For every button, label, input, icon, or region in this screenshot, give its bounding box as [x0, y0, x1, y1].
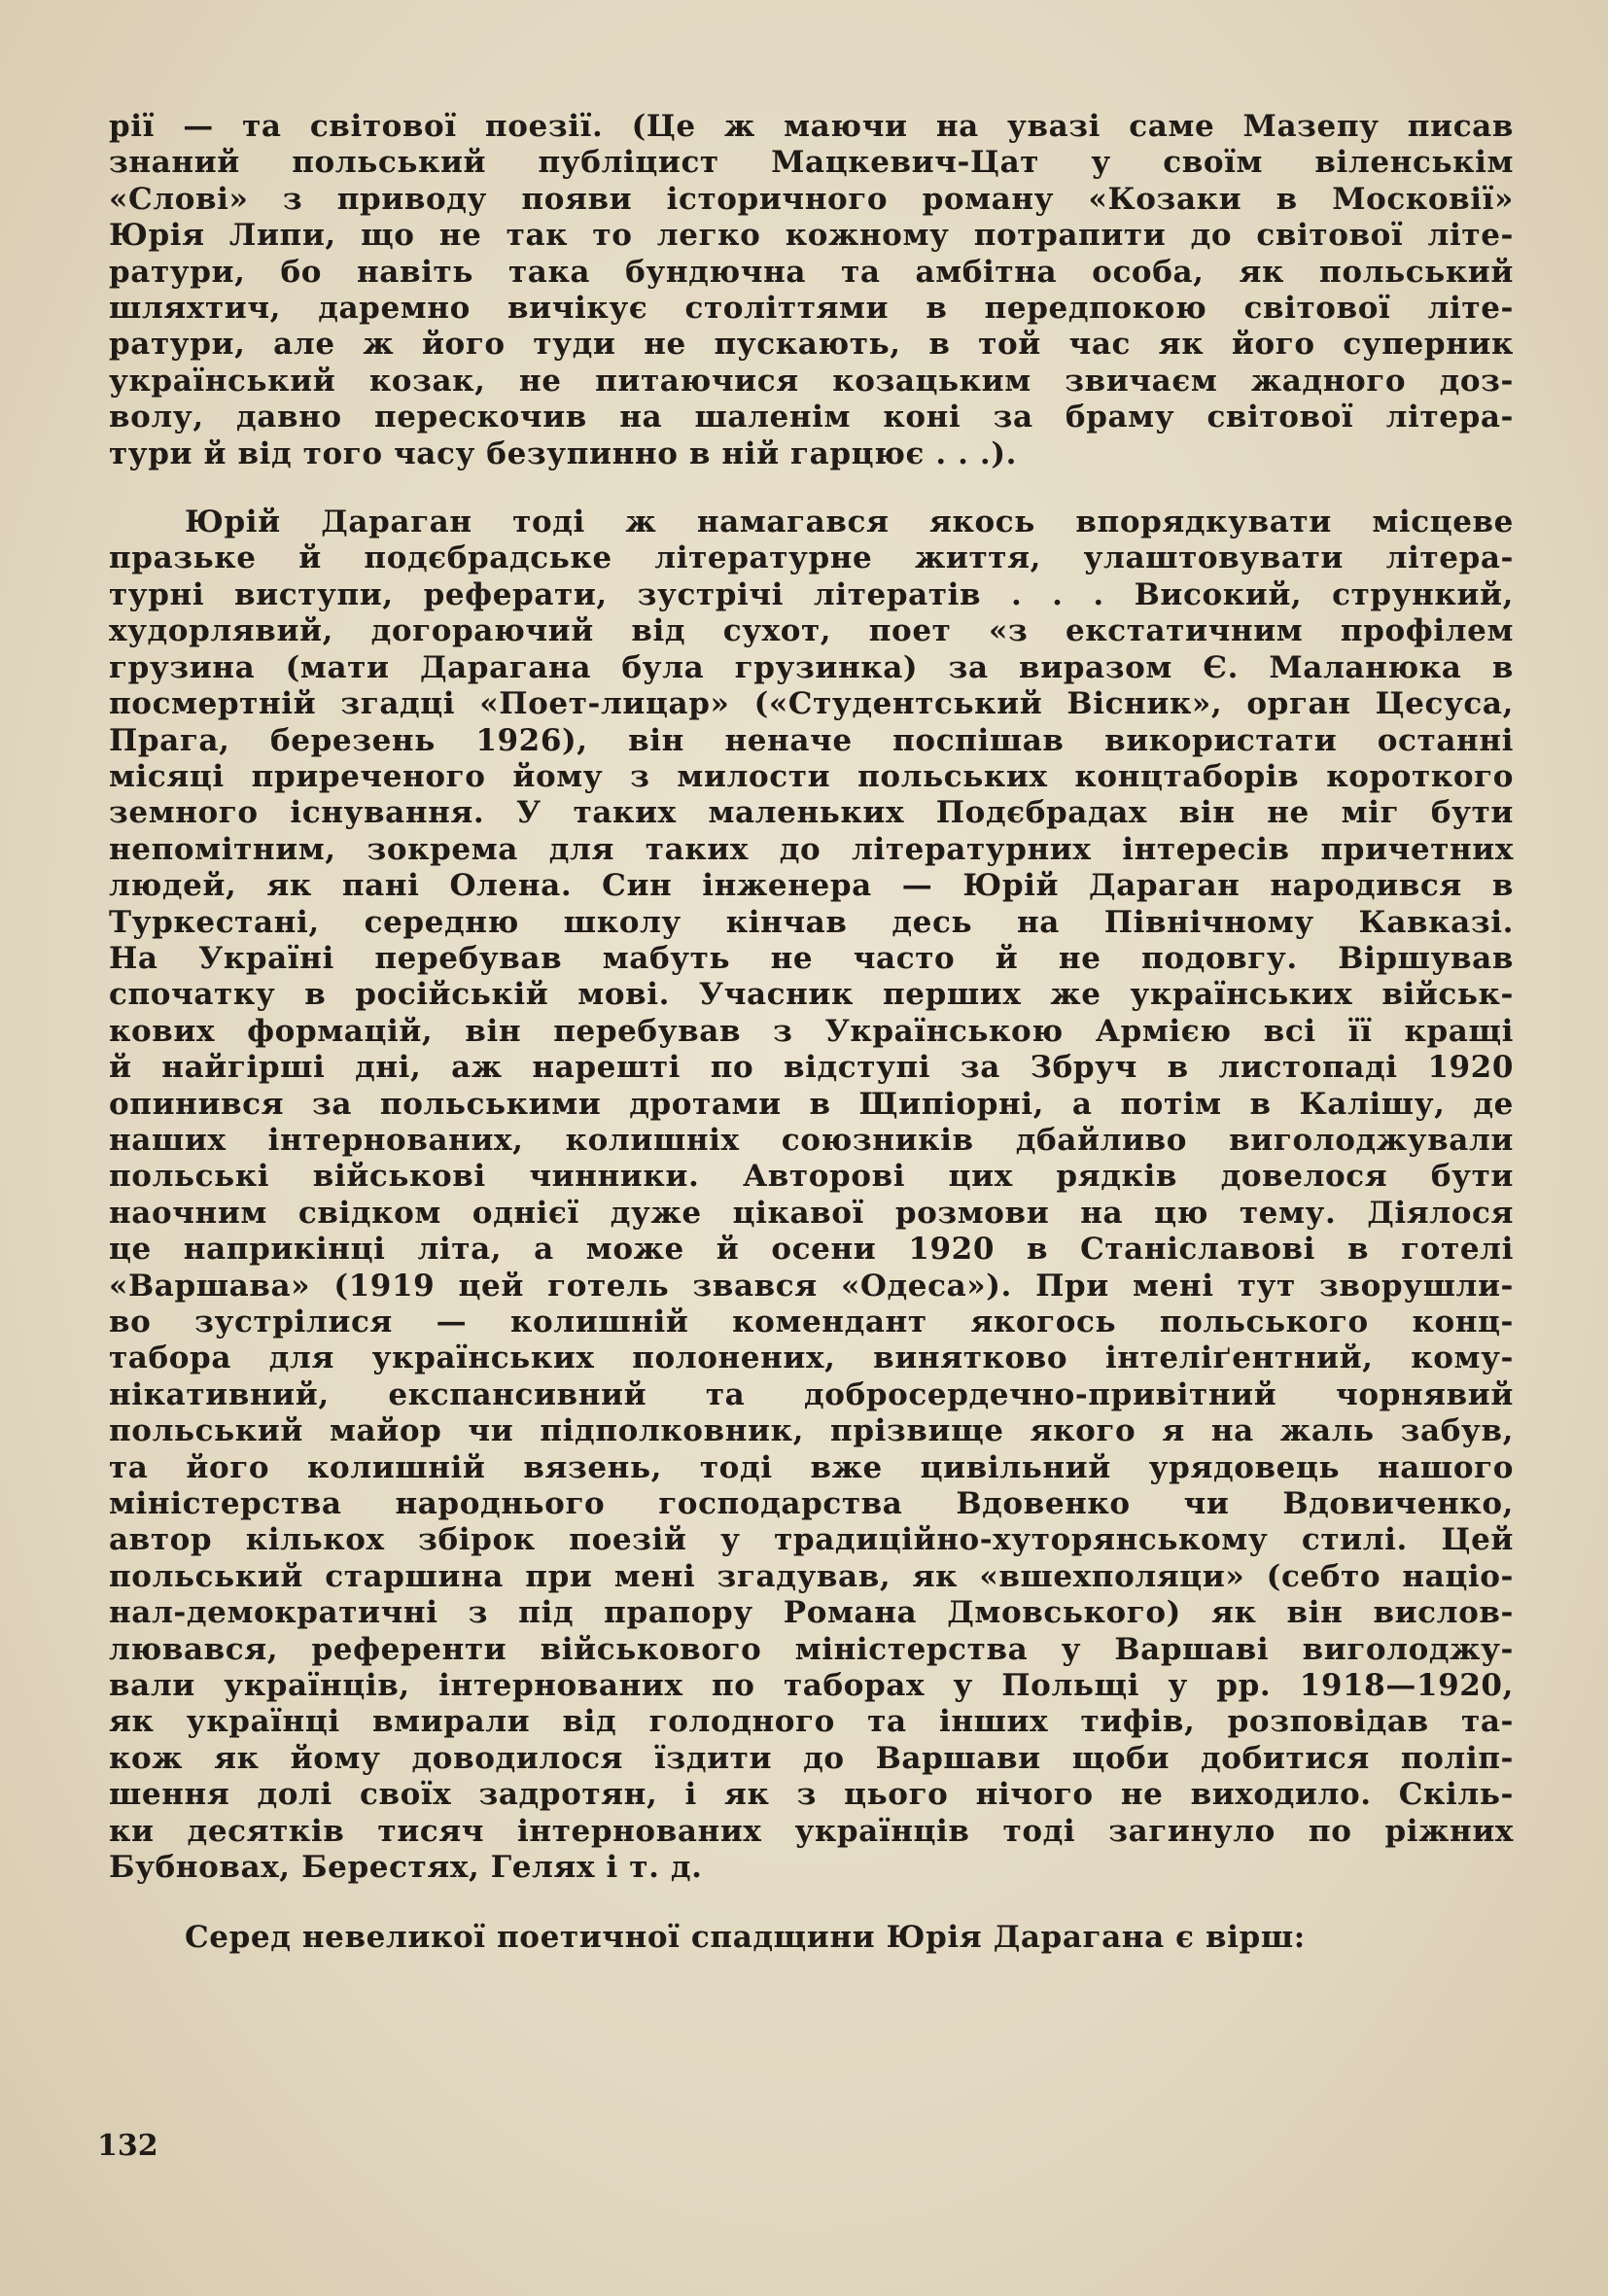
text-line: шляхтич, даремно вичікує століттями в передпокою світової літе- [109, 291, 1514, 327]
text-line: автор кількох збірок поезій у традиційно-хуторянському стилі. Цей [109, 1522, 1514, 1558]
paragraph [109, 504, 1514, 1886]
text-line: худорлявий, догораючий від сухот, поет «з екстатичним профілем [109, 613, 1514, 649]
text-line: Юрія Липи, що не так то легко кожному потрапити до світової літе- [109, 218, 1514, 254]
text-line: лювався, референти військового міністерства у Варшаві виголоджу- [109, 1631, 1514, 1667]
text-line: грузина (мати Дарагана була грузинка) за виразом Є. Маланюка в [109, 649, 1514, 685]
text-line: як українці вмирали від голодного та інших тифів, розповідав та- [109, 1704, 1514, 1740]
text-line: ратури, бо навіть така бундючна та амбітна особа, як польський [109, 254, 1514, 290]
text-line: На Україні перебував мабуть не часто й не подовгу. Віршував [109, 940, 1514, 976]
text-line: український козак, не питаючися козацьким звичаєм жадного доз- [109, 363, 1514, 399]
text-line: непомітним, зокрема для таких до літературних інтересів причетних [109, 831, 1514, 867]
page-number: 132 [97, 2129, 158, 2163]
text-line: Серед невеликої поетичної спадщини Юрія Дарагана є вірш: [185, 1919, 1306, 1955]
text-line: Юрій Дараган тоді ж намагався якось впорядкувати місцеве [185, 504, 1514, 540]
text-line: польський старшина при мені згадував, як «вшехполяци» (себто націо- [109, 1558, 1514, 1594]
text-line: кож як йому доводилося їздити до Варшави щоби добитися поліп- [109, 1740, 1514, 1776]
text-line: ратури, але ж його туди не пускають, в той час як його суперник [109, 327, 1514, 363]
text-line: «Варшава» (1919 цей готель звався «Одеса»). При мені тут зворушли- [109, 1268, 1514, 1304]
text-line: знаний польський публіцист Мацкевич-Цат у своїм віленськім [109, 145, 1514, 181]
text-line: опинився за польськими дротами в Щипіорні, а потім в Калішу, де [109, 1086, 1514, 1122]
text-line: людей, як пані Олена. Син інженера — Юрій Дараган народився в [109, 868, 1514, 904]
text-line: «Слові» з приводу появи історичного роману «Козаки в Московії» [109, 181, 1514, 217]
body-text [109, 109, 1514, 1956]
text-line: турні виступи, реферати, зустрічі літератів . . . Високий, стрункий, [109, 576, 1514, 612]
text-line: вали українців, інтернованих по таборах у Польщі у рр. 1918—1920, [109, 1668, 1514, 1704]
paragraph [109, 109, 1514, 472]
text-line: во зустрілися — колишній комендант якогось польського конц- [109, 1305, 1514, 1339]
text-line: польський майор чи підполковник, прізвище якого я на жаль забув, [109, 1413, 1514, 1449]
text-line: нікативний, експансивний та добросердечно-привітний чорнявий [109, 1376, 1514, 1412]
text-line: рії — та світової поезії. (Це ж маючи на увазі саме Мазепу писав [109, 109, 1514, 144]
text-line: польські військові чинники. Авторові цих рядків довелося бути [109, 1159, 1514, 1195]
text-line: Туркестані, середню школу кінчав десь на Північному Кавказі. [109, 904, 1514, 940]
text-line: Прага, березень 1926), він неначе поспішав використати останні [109, 722, 1514, 758]
text-line: міністерства народнього господарства Вдовенко чи Вдовиченко, [109, 1486, 1514, 1522]
text-line: шення долі своїх задротян, і як з цього нічого не виходило. Скіль- [109, 1777, 1514, 1813]
text-line: Бубновах, Берестях, Гелях і т. д. [109, 1850, 703, 1886]
text-line: та його колишній вязень, тоді вже цивільний урядовець нашого [109, 1449, 1514, 1485]
text-line: нал-демократичні з під прапору Романа Дмовського) як він вислов- [109, 1595, 1514, 1631]
text-line: ки десятків тисяч інтернованих українців тоді загинуло по ріжних [109, 1813, 1514, 1849]
text-line: наших інтернованих, колишніх союзників дбайливо виголоджували [109, 1122, 1514, 1158]
text-line: кових формацій, він перебував з Українською Армією всі її кращі [109, 1013, 1514, 1049]
text-line: це наприкінці літа, а може й осени 1920 в Станіславові в готелі [109, 1232, 1514, 1268]
text-line: земного існування. У таких маленьких Подєбрадах він не міг бути [109, 795, 1514, 831]
text-line: празьке й подєбрадське літературне життя, улаштовувати літера- [109, 540, 1514, 576]
text-line: наочним свідком однієї дуже цікавої розмови на цю тему. Діялося [109, 1195, 1514, 1231]
paragraph [109, 1920, 1514, 1956]
text-line: волу, давно перескочив на шаленім коні за браму світової літера- [109, 400, 1514, 435]
text-line: й найгірші дні, аж нарешті по відступі за Збруч в листопаді 1920 [109, 1050, 1514, 1086]
text-line: тури й від того часу безупинно в ній гарцює . . .). [109, 435, 1017, 471]
text-line: посмертній згадці «Поет-лицар» («Студентський Вісник», орган Цесуса, [109, 686, 1514, 722]
text-line: спочатку в російській мові. Учасник перших же українських військ- [109, 977, 1514, 1013]
text-line: місяці приреченого йому з милости польських концтаборів короткого [109, 758, 1514, 794]
text-line: табора для українських полонених, винятково інтеліґентний, кому- [109, 1340, 1514, 1376]
